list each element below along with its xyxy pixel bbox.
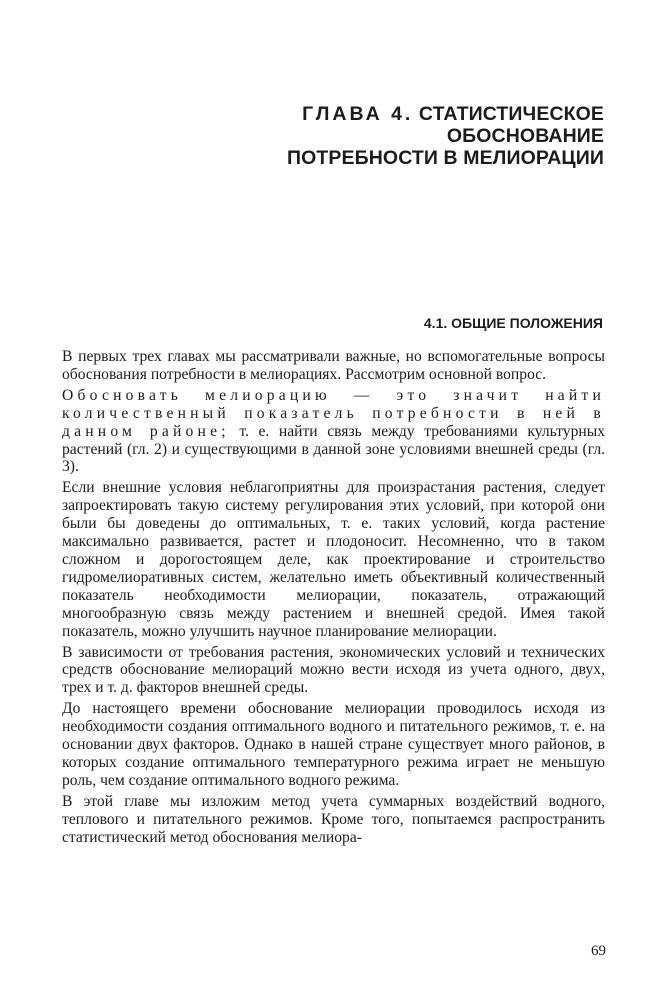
chapter-title-line-1: [150, 103, 604, 147]
paragraph-2-rest: т. е. найти связь между требованиями культурных растений (гл. 2) и существующими в данной зоне условиями внешней среды (гл. 3).: [62, 422, 605, 476]
chapter-title-text-1: СТАТИСТИЧЕСКОЕ ОБОСНОВАНИЕ: [418, 103, 604, 147]
chapter-title-line-2: ПОТРЕБНОСТИ В МЕЛИОРАЦИИ: [287, 147, 604, 169]
chapter-title: [150, 103, 604, 169]
section-heading: 4.1. ОБЩИЕ ПОЛОЖЕНИЯ: [423, 315, 603, 331]
paragraph-5: До настоящего времени обоснование мелиорации проводилось исходя из необходимости создания оптимального водного и питательного режимов, т. е. на основании двух факторов. Однако в нашей стране существует много районов, в которых создание оптимального температурного режима играет не меньшую роль, чем создание оптимального водного режима.: [62, 700, 605, 789]
page-number: 69: [591, 943, 606, 959]
paragraph-3: Если внешние условия неблагоприятны для произрастания растения, следует запроектировать такую систему регулирования этих условий, при которой они были бы доведены до оптимальных, т. е. таких условий, когда растение максимально развивается, растет и плодоносит. Несомненно, что в таком сложном и дорогостоящем деле, как проектирование и строительство гидромелиоративных систем, желательно иметь объективный количественный показатель необходимости мелиорации, показатель, отражающий многообразную связь между растением и внешней средой. Имея такой показатель, можно улучшить научное планирование мелиорации.: [62, 479, 605, 640]
paragraph-6: В этой главе мы изложим метод учета суммарных воздействий водного, теплового и питательного режимов. Кроме того, попытаемся распространить статистический метод обоснования мелиора-: [62, 792, 605, 846]
chapter-label: ГЛАВА 4.: [302, 103, 414, 125]
paragraph-2-emphasis: Обосновать мелиорацию — это значит найти количественный показатель потребности в ней в данном районе;: [62, 386, 605, 440]
paragraph-4: В зависимости от требования растения, экономических условий и технических средств обоснование мелиораций можно вести исходя из учета одного, двух, трех и т. д. факторов внешней среды.: [62, 643, 605, 697]
body-text: [62, 348, 605, 849]
paragraph-1: В первых трех главах мы рассматривали важные, но вспомогательные вопросы обоснования потребности в мелиорациях. Рассмотрим основной вопрос.: [62, 348, 605, 383]
paragraph-2: [62, 387, 605, 477]
